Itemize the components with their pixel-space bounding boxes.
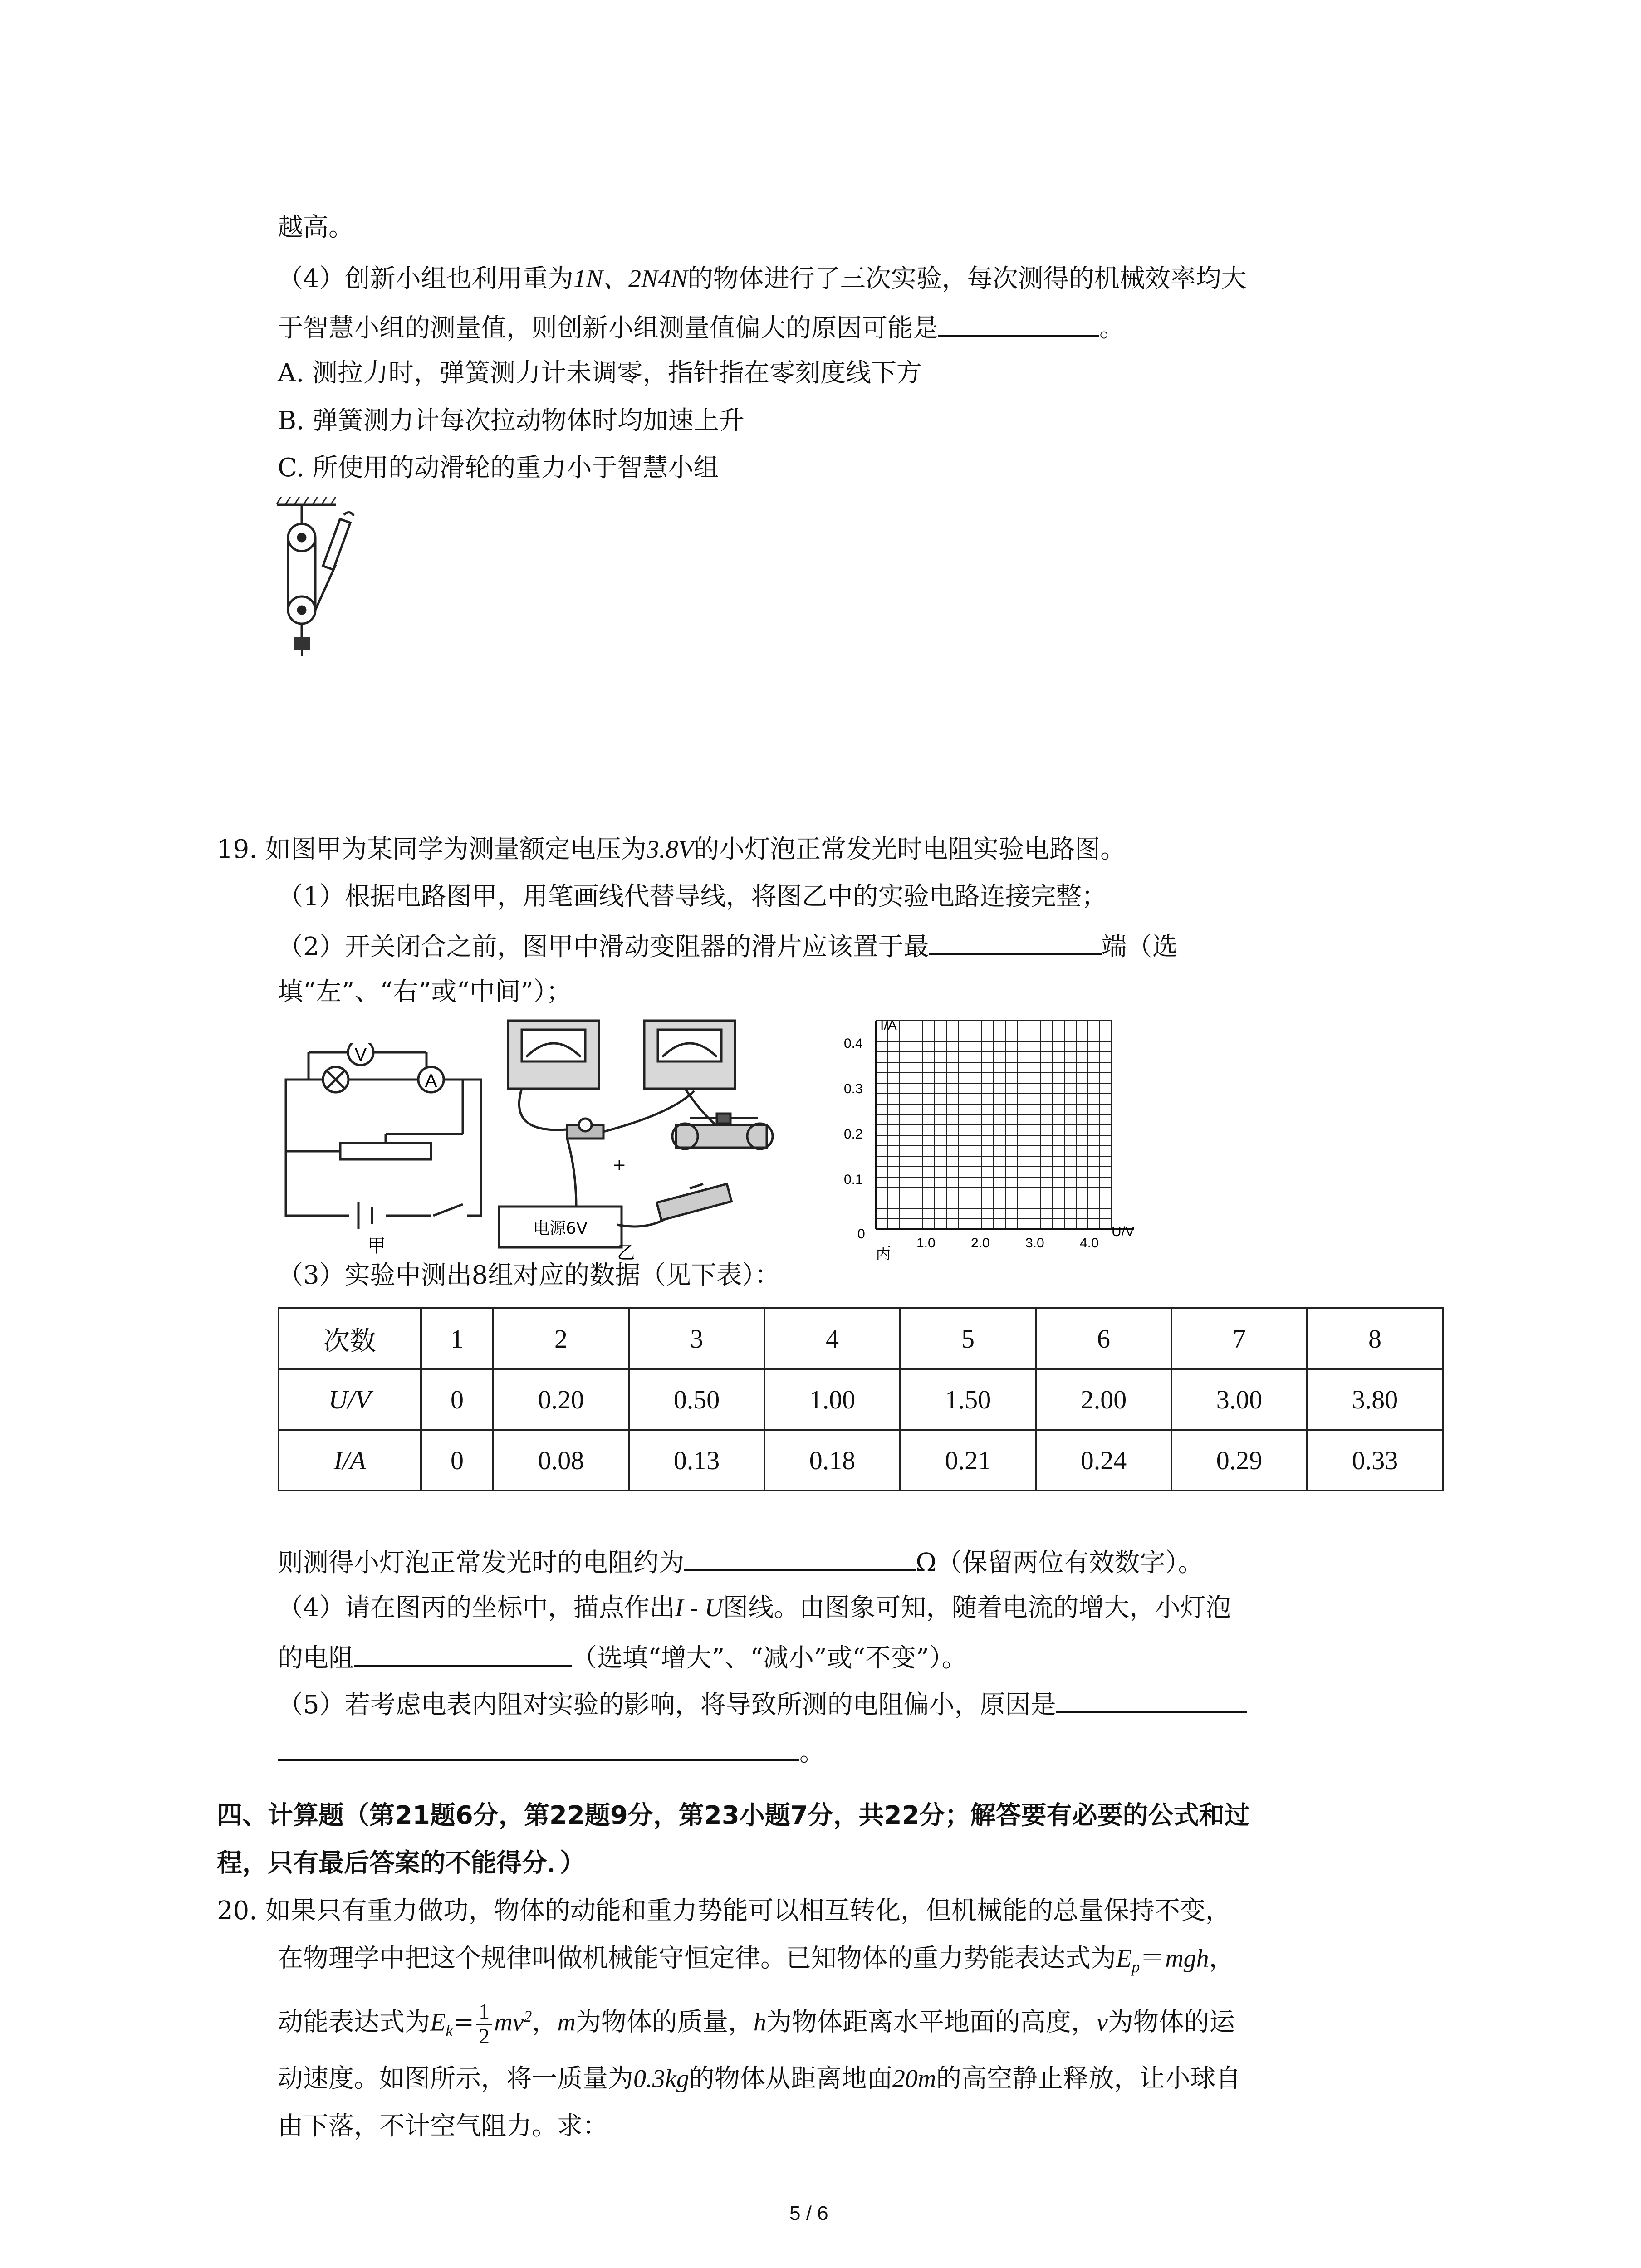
x-tick: 3.0 [1025, 1236, 1044, 1251]
text: （5）若考虑电表内阻对实验的影响，将导致所测的电阻偏小，原因是 [278, 1690, 1056, 1720]
apparatus-figure-yi [490, 1012, 817, 1261]
text: 端（选 [1101, 932, 1178, 962]
power-source-label: 电源6V [533, 1219, 588, 1238]
table-cell: 0.29 [1171, 1430, 1307, 1491]
figure-label: 丙 [876, 1245, 891, 1263]
text: A. 测拉力时，弹簧测力计未调零，指针指在零刻度线下方 [278, 358, 922, 388]
text: ＝ [1140, 1944, 1166, 1973]
text: 的物体从距离地面 [689, 2064, 892, 2093]
text: 的小灯泡正常发光时电阻实验电路图。 [694, 835, 1126, 864]
question-19-part1 [278, 879, 1107, 915]
question-20-line [278, 2061, 1241, 2097]
table-cell: 0.21 [900, 1430, 1036, 1491]
text: 。 [799, 1738, 825, 1767]
text: 的物体进行了三次实验，每次测得的机械效率均大 [687, 264, 1247, 293]
subscript: p [1132, 1958, 1140, 1976]
symbol: v [1096, 2008, 1108, 2037]
table-cell: 4 [764, 1308, 900, 1369]
text: Ω（保留两位有效数字）。 [916, 1548, 1204, 1578]
ammeter-label: A [425, 1071, 437, 1091]
formula: mv [494, 2008, 524, 2037]
text: ， [1209, 1944, 1234, 1973]
text: 动速度。如图所示，将一质量为 [278, 2064, 633, 2093]
table-cell: 7 [1171, 1308, 1307, 1369]
answer-blank[interactable] [929, 926, 1102, 955]
text: 填“左”、“右”或“中间”）； [278, 977, 572, 1007]
symbol: E [1116, 1945, 1132, 1973]
question-4-line [278, 308, 1125, 347]
text: （1）根据电路图甲，用笔画线代替导线，将图乙中的实验电路连接完整； [278, 882, 1107, 911]
answer-blank[interactable] [354, 1637, 572, 1667]
table-cell: 6 [1036, 1308, 1171, 1369]
superscript: 2 [524, 2007, 532, 2025]
table-cell: 0 [421, 1430, 493, 1491]
value: 0.3kg [633, 2065, 689, 2093]
section-heading [217, 1798, 1250, 1834]
table-cell: 0.33 [1307, 1430, 1443, 1491]
iu-symbol: I - U [675, 1594, 723, 1622]
option-b [278, 403, 745, 439]
table-cell: I/A [279, 1430, 421, 1491]
table-cell: 3.80 [1307, 1369, 1443, 1430]
table-row [279, 1369, 1443, 1430]
y-tick: 0.2 [844, 1127, 863, 1142]
symbol: h [753, 2008, 766, 2037]
x-tick: 1.0 [916, 1236, 936, 1251]
numerator: 1 [476, 2000, 492, 2025]
table-cell: 2.00 [1036, 1369, 1171, 1430]
text: 5 / 6 [789, 2202, 828, 2224]
table-cell: 0.50 [629, 1369, 764, 1430]
plus-sign: + [612, 1156, 627, 1174]
table-cell: 1 [421, 1308, 493, 1369]
answer-blank[interactable] [684, 1542, 916, 1571]
pulley-figure [268, 497, 377, 669]
text: 为物体的质量， [575, 2007, 754, 2037]
question-19-result [278, 1542, 1203, 1581]
text: 19. 如图甲为某同学为测量额定电压为 [217, 835, 647, 864]
voltmeter-label: V [354, 1045, 367, 1065]
y-tick: 0.1 [844, 1172, 863, 1187]
text: 动能表达式为 [278, 2007, 430, 2037]
question-19-part2 [278, 974, 572, 1010]
question-19-part2 [278, 926, 1178, 965]
question-20-line [278, 1941, 1234, 1985]
page-number [789, 2195, 828, 2232]
option-a [278, 355, 922, 391]
text: 图线。由图象可知，随着电流的增大，小灯泡 [723, 1593, 1231, 1623]
text: （2）开关闭合之前，图甲中滑动变阻器的滑片应该置于最 [278, 932, 929, 962]
table-cell: 0.08 [493, 1430, 629, 1491]
symbol: E [430, 2008, 446, 2037]
text: 的高空静止释放，让小球自 [936, 2064, 1241, 2093]
origin-label: 0 [857, 1227, 865, 1242]
text: 则测得小灯泡正常发光时的电阻约为 [278, 1548, 684, 1578]
table-row [279, 1430, 1443, 1491]
symbol: m [557, 2008, 576, 2037]
text: 为物体距离水平地面的高度， [766, 2007, 1097, 2037]
data-table [278, 1307, 1444, 1491]
text: 20. 如果只有重力做功，物体的动能和重力势能可以相互转化，但机械能的总量保持不变， [217, 1896, 1231, 1926]
text: （3）实验中测出8组对应的数据（见下表）： [278, 1261, 780, 1290]
question-19-part5 [278, 1684, 1247, 1723]
y-axis-label: I/A [880, 1018, 897, 1033]
subscript: k [446, 2021, 453, 2040]
table-cell: 次数 [279, 1308, 421, 1369]
answer-blank[interactable] [278, 1732, 799, 1761]
question-20-line [278, 1998, 1235, 2049]
y-tick: 0.4 [844, 1036, 863, 1051]
table-cell: 5 [900, 1308, 1036, 1369]
text: ， [532, 2007, 558, 2037]
x-tick: 4.0 [1080, 1236, 1099, 1251]
table-cell: 0.20 [493, 1369, 629, 1430]
table-cell: 2 [493, 1308, 629, 1369]
units: 1N、2N4N [573, 265, 688, 293]
question-19-part3 [278, 1257, 780, 1294]
table-header-row [279, 1308, 1443, 1369]
table-cell: 1.00 [764, 1369, 900, 1430]
text: 由下落，不计空气阻力。求： [278, 2112, 608, 2141]
table-cell: 3.00 [1171, 1369, 1307, 1430]
y-tick: 0.3 [844, 1081, 863, 1096]
table-cell: 8 [1307, 1308, 1443, 1369]
table-cell: U/V [279, 1369, 421, 1430]
table-cell: 0 [421, 1369, 493, 1430]
text: 于智慧小组的测量值，则创新小组测量值偏大的原因可能是 [278, 313, 938, 343]
text: 的电阻 [278, 1643, 354, 1673]
fraction [476, 2000, 492, 2048]
question-20-line [217, 1893, 1231, 1929]
question-19-line [217, 831, 1126, 868]
question-4-line [278, 261, 1247, 297]
question-19-part4 [278, 1590, 1231, 1626]
text: = [453, 2007, 475, 2037]
text: 程，只有最后答案的不能得分．） [217, 1848, 585, 1878]
table-cell: 1.50 [900, 1369, 1036, 1430]
text: 四、计算题（第21题6分，第22题9分，第23小题7分，共22分；解答要有必要的公式和过 [217, 1801, 1250, 1830]
iu-graph-bing [826, 1012, 1143, 1266]
text: B. 弹簧测力计每次拉动物体时均加速上升 [278, 406, 745, 435]
question-19-part5 [278, 1732, 825, 1771]
denominator: 2 [479, 2024, 490, 2048]
x-tick: 2.0 [971, 1236, 990, 1251]
text: 越高。 [278, 213, 354, 242]
text: 在物理学中把这个规律叫做机械能守恒定律。已知物体的重力势能表达式为 [278, 1944, 1116, 1973]
option-c [278, 450, 719, 486]
x-axis-label: U/V [1112, 1224, 1135, 1239]
text: （4）请在图丙的坐标中，描点作出 [278, 1593, 675, 1623]
figure-label: 甲 [367, 1236, 386, 1256]
text: （选填“增大”、“减小”或“不变”）。 [572, 1643, 967, 1673]
text: （4）创新小组也利用重为 [278, 264, 573, 293]
answer-blank[interactable] [938, 308, 1099, 337]
text: 。 [1099, 313, 1125, 343]
text-line [278, 210, 354, 246]
answer-blank[interactable] [1056, 1684, 1247, 1713]
table-cell: 3 [629, 1308, 764, 1369]
question-20-line [278, 2108, 608, 2145]
table-cell: 0.24 [1036, 1430, 1171, 1491]
table-cell: 0.13 [629, 1430, 764, 1491]
voltage: 3.8V [646, 836, 694, 864]
text: C. 所使用的动滑轮的重力小于智慧小组 [278, 453, 719, 483]
question-19-part4 [278, 1637, 967, 1677]
value: 20m [892, 2065, 936, 2093]
section-heading [217, 1845, 585, 1882]
table-cell: 0.18 [764, 1430, 900, 1491]
figure-label: 乙 [617, 1242, 635, 1261]
text: 为物体的运 [1107, 2007, 1235, 2037]
formula: mgh [1165, 1945, 1209, 1973]
